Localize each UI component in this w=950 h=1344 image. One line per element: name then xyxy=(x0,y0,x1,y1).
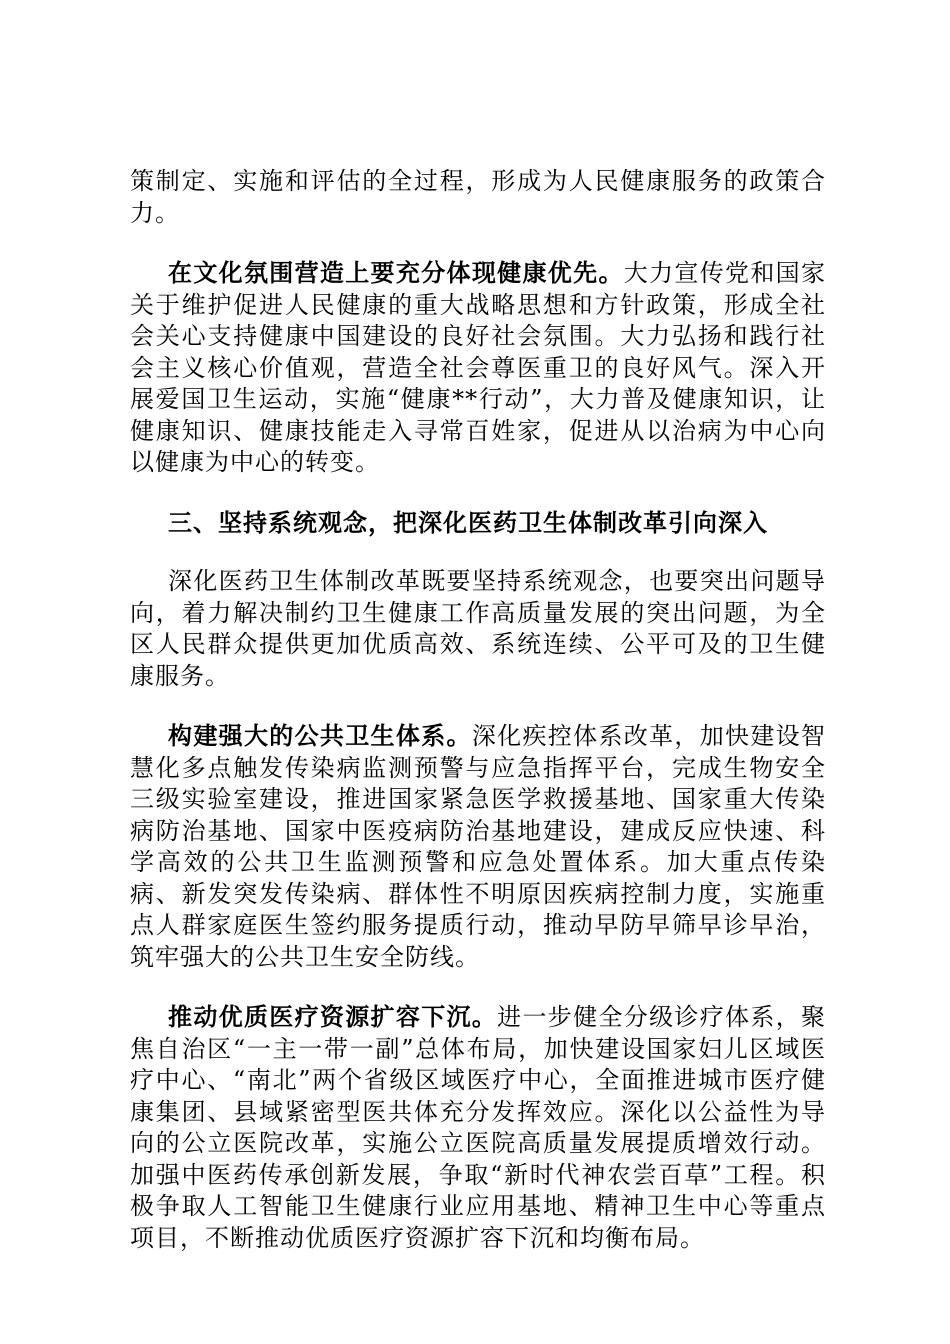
paragraph-culture xyxy=(130,257,826,479)
paragraph-public-health xyxy=(130,720,826,973)
paragraph-text: 大力宣传党和国家关于维护促进人民健康的重大战略思想和方针政策，形成全社会关心支持健康中国建设的良好社会氛围。大力弘扬和践行社会主义核心价值观，营造全社会尊医重卫的良好风气。深入开展爱国卫生运动，实施“健康**行动”，大力普及健康知识，让健康知识、健康技能走入寻常百姓家，促进从以治病为中心向以健康为中心的转变。 xyxy=(130,259,827,476)
paragraph-reform-intro xyxy=(130,566,826,692)
paragraph-medical-resources xyxy=(130,1001,826,1254)
paragraph-text: 深化疾控体系改革，加快建设智慧化多点触发传染病监测预警与应急指挥平台，完成生物安全三级实验室建设，推进国家紧急医学救援基地、国家重大传染病防治基地、国家中医疫病防治基地建设，建成反应快速、科学高效的公共卫生监测预警和应急处置体系。加大重点传染病、新发突发传染病、群体性不明原因疾病控制力度，实施重点人群家庭医生签约服务提质行动，推动早防早筛早诊早治，筑牢强大的公共卫生安全防线。 xyxy=(130,722,827,971)
document-body xyxy=(130,166,826,1282)
paragraph-lead: 构建强大的公共卫生体系。 xyxy=(168,721,472,750)
paragraph-text: 深化医药卫生体制改革既要坚持系统观念，也要突出问题导向，着力解决制约卫生健康工作高质量发展的突出问题，为全区人民群众提供更加优质高效、系统连续、公平可及的卫生健康服务。 xyxy=(130,567,826,690)
paragraph-lead: 在文化氛围营造上要充分体现健康优先。 xyxy=(168,258,624,287)
paragraph-lead: 推动优质医疗资源扩容下沉。 xyxy=(168,1002,498,1031)
paragraph-text: 进一步健全分级诊疗体系，聚焦自治区“一主一带一副”总体布局，加快建设国家妇儿区域医疗中心、“南北”两个省级区域医疗中心，全面推进城市医疗健康集团、县域紧密型医共体充分发挥效应。深化以公益性为导向的公立医院改革，实施公立医院高质量发展提质增效行动。加强中医药传承创新发展，争取“新时代神农尝百草”工程。积极争取人工智能卫生健康行业应用基地、精神卫生中心等重点项目，不断推动优质医疗资源扩容下沉和均衡布局。 xyxy=(130,1003,827,1252)
paragraph-policy-continuation xyxy=(130,166,826,229)
paragraph-text: 策制定、实施和评估的全过程，形成为人民健康服务的政策合力。 xyxy=(130,167,826,227)
section-heading: 三、坚持系统观念，把深化医药卫生体制改革引向深入 xyxy=(168,507,768,537)
